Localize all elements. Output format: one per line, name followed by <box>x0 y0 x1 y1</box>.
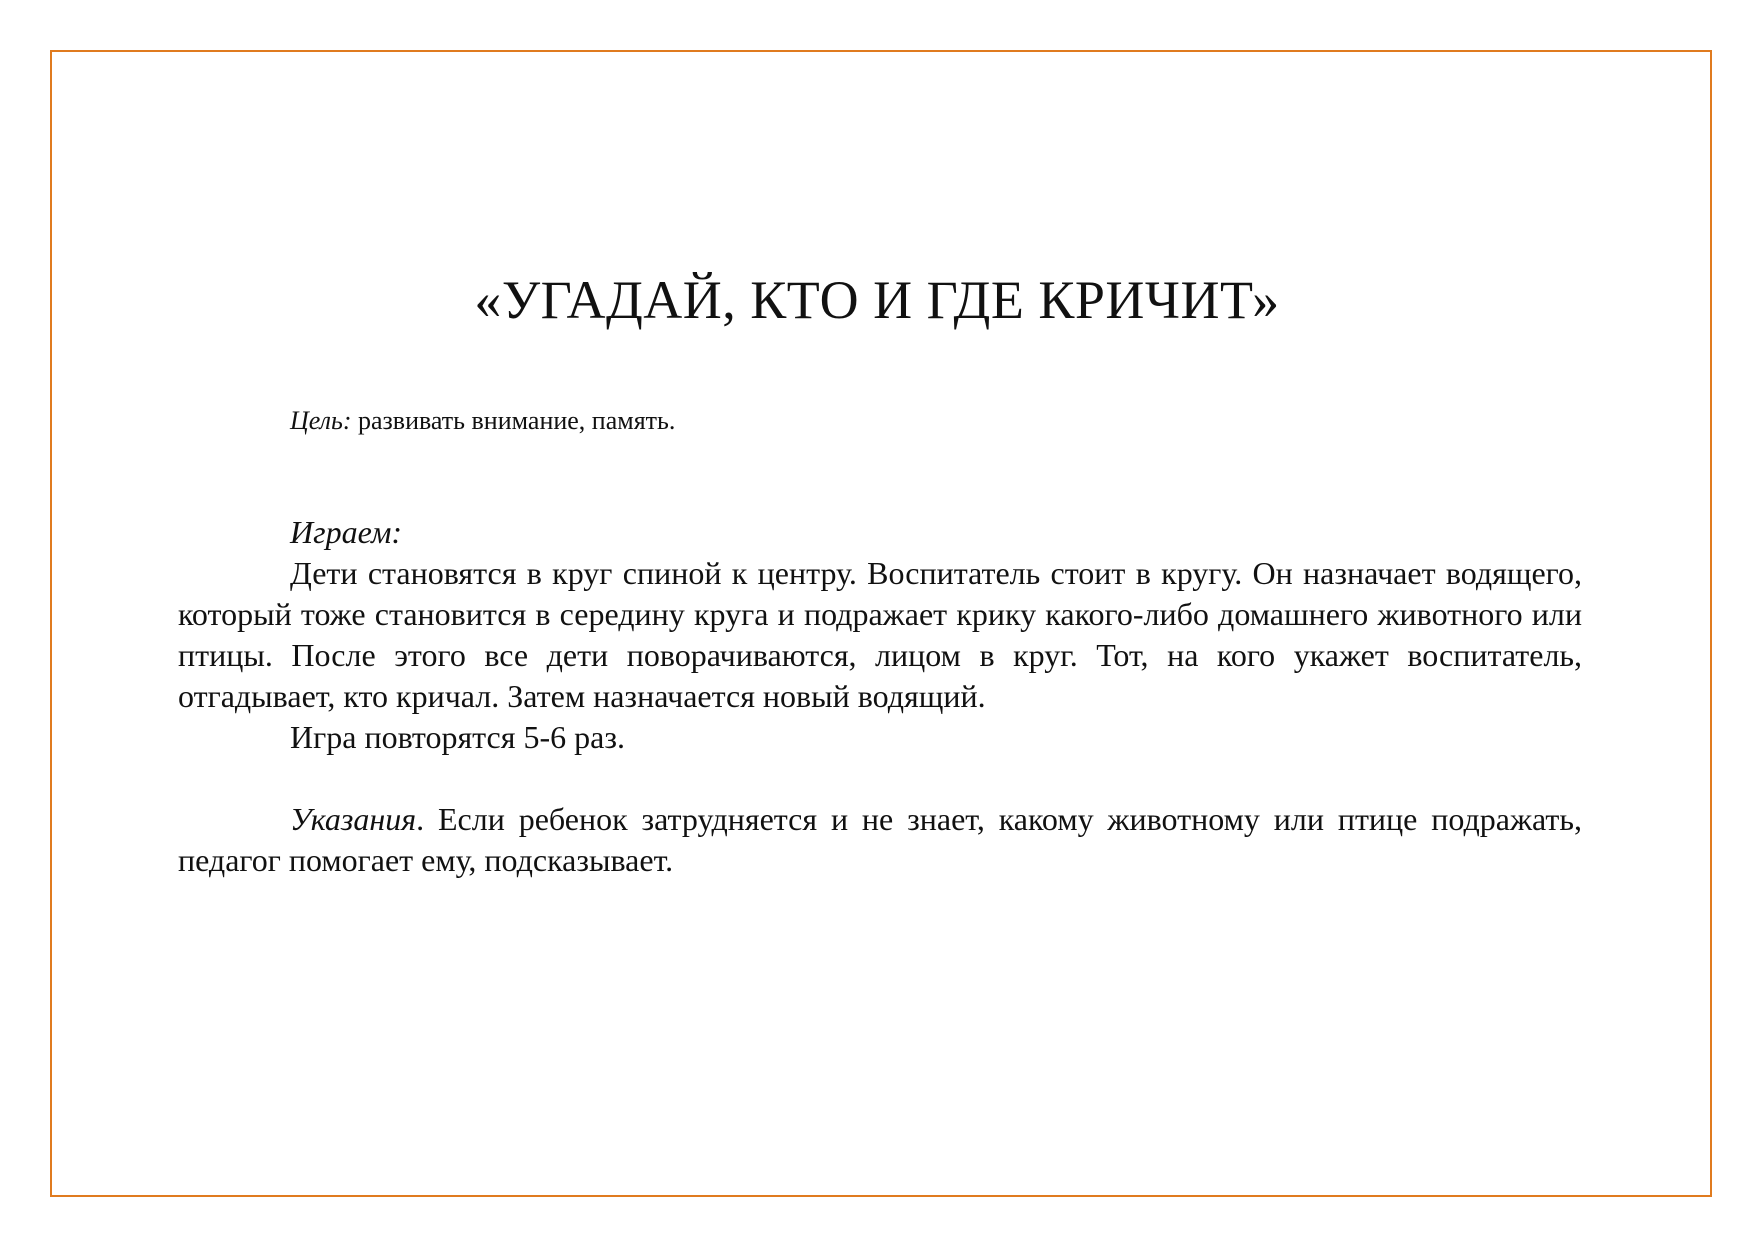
goal-label: Цель: <box>290 406 352 435</box>
page-title: «УГАДАЙ, КТО И ГДЕ КРИЧИТ» <box>474 270 1280 330</box>
play-paragraph: Дети становятся в круг спиной к центру. Воспитатель стоит в кругу. Он назначает водящего, который тоже становится в середину круга и подражает крику какого-либо домашнего животного или птицы. После этого все дети поворачиваются, лицом в круг. Тот, на кого укажет воспитатель, отгадывает, кто кричал. Затем назначается новый водящий. <box>178 555 1582 714</box>
notes-text: . Если ребенок затрудняется и не знает, какому животному или птице подражать, педагог помогает ему, подсказывает. <box>178 801 1582 878</box>
goal-text: развивать внимание, память. <box>351 406 676 435</box>
notes-paragraph <box>178 799 1582 881</box>
paragraph-spacer <box>178 758 1582 799</box>
goal-line <box>290 405 675 437</box>
notes-label: Указания <box>290 801 417 837</box>
game-description <box>178 512 1582 881</box>
repeat-text: Игра повторятся 5-6 раз. <box>290 719 625 755</box>
play-heading: Играем: <box>290 514 403 550</box>
